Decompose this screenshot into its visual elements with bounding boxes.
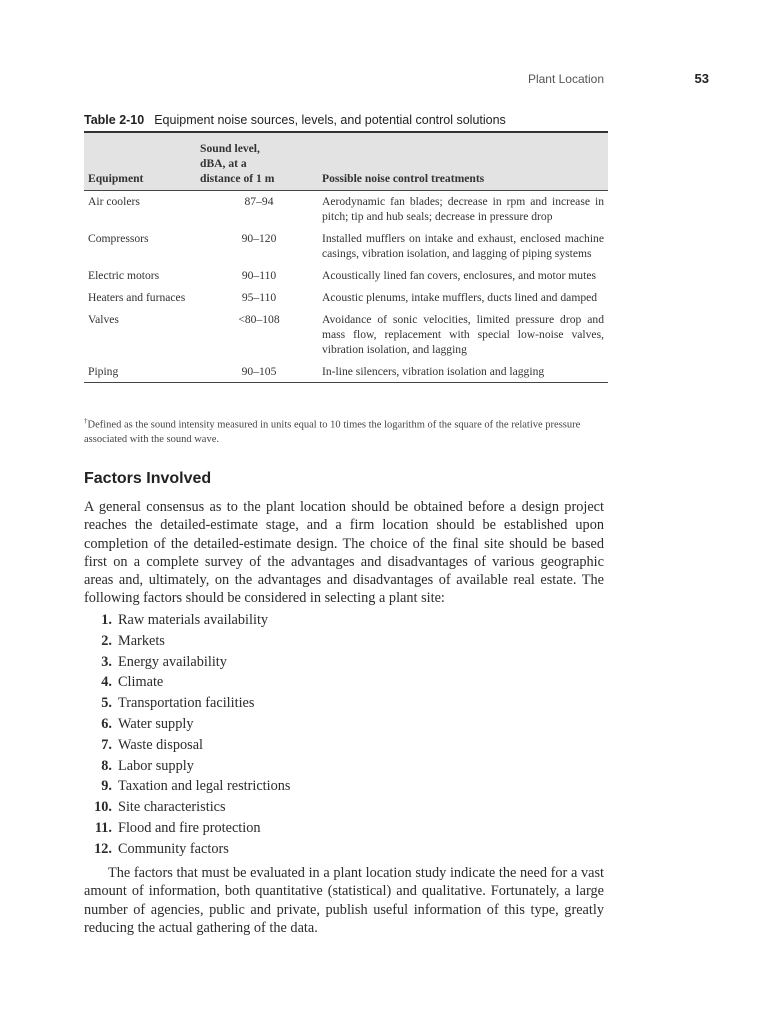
cell-sound-level: 90–105 xyxy=(200,361,318,383)
list-item-text: Site characteristics xyxy=(118,799,226,816)
list-item-text: Flood and fire protection xyxy=(118,819,261,836)
cell-sound-level: 90–110 xyxy=(241,269,277,282)
list-item xyxy=(84,714,604,735)
factor-list xyxy=(84,610,604,860)
cell-sound-level: <80–108 xyxy=(238,313,280,326)
section-heading: Factors Involved xyxy=(84,470,212,487)
list-item-text: Community factors xyxy=(118,840,229,857)
footnote-mark: † xyxy=(84,417,88,425)
list-item-text: Water supply xyxy=(118,715,194,732)
list-item-number: 12. xyxy=(94,840,112,857)
footnote-text: Defined as the sound intensity measured in units equal to 10 times the logarithm of the square of the relative pressure associated with the sound wave. xyxy=(84,419,581,445)
table-footnote xyxy=(84,414,608,447)
table-row xyxy=(84,361,608,383)
header-treatments: Possible noise control treatments xyxy=(318,132,608,191)
table-caption-text: Equipment noise sources, levels, and potential control solutions xyxy=(154,113,506,127)
cell-equipment: Electric motors xyxy=(88,269,160,282)
table-row xyxy=(84,191,608,229)
intro-paragraph: A general consensus as to the plant location should be obtained before a design project reaches the detailed-estimate stage, and a firm location should be established upon completion of the detailed-estimate design. The choice of the final site should be based first on a complete survey of the advantages and disadvantages of various geographic areas and, ultimately, on the advantages and disadvantages of available real estate. The following factors should be considered in selecting a plant site: xyxy=(84,499,604,607)
list-item-text: Taxation and legal restrictions xyxy=(118,778,291,795)
table-header-row xyxy=(84,132,608,191)
closing-paragraph: The factors that must be evaluated in a plant location study indicate the need for a vast amount of information, both quantitative (statistical) and qualitative. Fortunately, a large number of agencies, public and private, publish useful information of this type, greatly reducing the actual gathering of the data. xyxy=(84,865,604,936)
running-head xyxy=(0,72,768,90)
cell-sound-level: 90–120 xyxy=(241,232,277,245)
list-item-number: 4. xyxy=(101,674,112,691)
noise-table-container xyxy=(84,131,608,383)
list-item xyxy=(84,776,604,797)
noise-table xyxy=(84,131,608,383)
list-item xyxy=(84,652,604,673)
list-item-number: 5. xyxy=(101,695,112,712)
list-item-text: Transportation facilities xyxy=(118,695,255,712)
list-item-number: 2. xyxy=(101,632,112,649)
list-item xyxy=(84,797,604,818)
cell-equipment: Compressors xyxy=(88,232,149,245)
list-item xyxy=(84,610,604,631)
header-sound-level-line1: Sound level, xyxy=(200,142,260,155)
cell-treatment: Acoustic plenums, intake mufflers, ducts lined and damped xyxy=(322,291,598,304)
list-item-number: 10. xyxy=(94,799,112,816)
list-item-number: 9. xyxy=(101,778,112,795)
list-item xyxy=(84,839,604,860)
list-item-text: Raw materials availability xyxy=(118,612,269,628)
cell-treatment: Acoustically lined fan covers, enclosures, and motor mutes xyxy=(322,269,596,282)
list-item xyxy=(84,735,604,756)
header-sound-level-line2: dBA, at a xyxy=(200,157,247,170)
table-row xyxy=(84,265,608,287)
list-item-number: 8. xyxy=(101,757,112,774)
list-item xyxy=(84,631,604,652)
table-row xyxy=(84,228,608,265)
header-sound-level xyxy=(200,132,318,191)
list-item-number: 11. xyxy=(94,819,112,836)
cell-treatment: Installed mufflers on intake and exhaust, enclosed machine casings, vibration isolation, and lagging of piping systems xyxy=(322,232,604,260)
table-row xyxy=(84,309,608,361)
table-number: Table 2-10 xyxy=(84,113,145,127)
list-item xyxy=(84,756,604,777)
cell-equipment: Heaters and furnaces xyxy=(88,291,186,304)
running-title: Plant Location xyxy=(527,72,604,86)
list-item-number: 7. xyxy=(101,736,112,753)
table-caption xyxy=(84,113,614,127)
cell-sound-level: 87–94 xyxy=(244,195,274,208)
table-row xyxy=(84,287,608,309)
list-item-number: 3. xyxy=(101,653,112,670)
list-item-number: 1. xyxy=(101,612,112,628)
list-item-text: Labor supply xyxy=(118,757,194,774)
page-number: 53 xyxy=(694,71,709,86)
list-item xyxy=(84,818,604,839)
list-item-number: 6. xyxy=(101,715,112,732)
cell-equipment: Valves xyxy=(88,313,119,326)
cell-sound-level: 95–110 xyxy=(241,291,277,304)
list-item-text: Climate xyxy=(118,674,164,691)
cell-treatment: Aerodynamic fan blades; decrease in rpm and increase in pitch; tip and hub seals; decrease in pressure drop xyxy=(322,195,604,223)
list-item-text: Markets xyxy=(118,632,165,649)
list-item xyxy=(84,693,604,714)
list-item-text: Waste disposal xyxy=(118,736,204,753)
cell-equipment: Air coolers xyxy=(88,195,140,208)
cell-treatment: In-line silencers, vibration isolation and lagging xyxy=(318,361,608,383)
cell-equipment: Piping xyxy=(84,361,200,383)
header-equipment: Equipment xyxy=(84,132,200,191)
list-item xyxy=(84,672,604,693)
cell-treatment: Avoidance of sonic velocities, limited pressure drop and mass flow, replacement with special low-noise valves, vibration isolation, and lagging xyxy=(322,313,604,356)
list-item-text: Energy availability xyxy=(118,653,227,670)
header-sound-level-line3: distance of 1 m xyxy=(200,172,275,185)
